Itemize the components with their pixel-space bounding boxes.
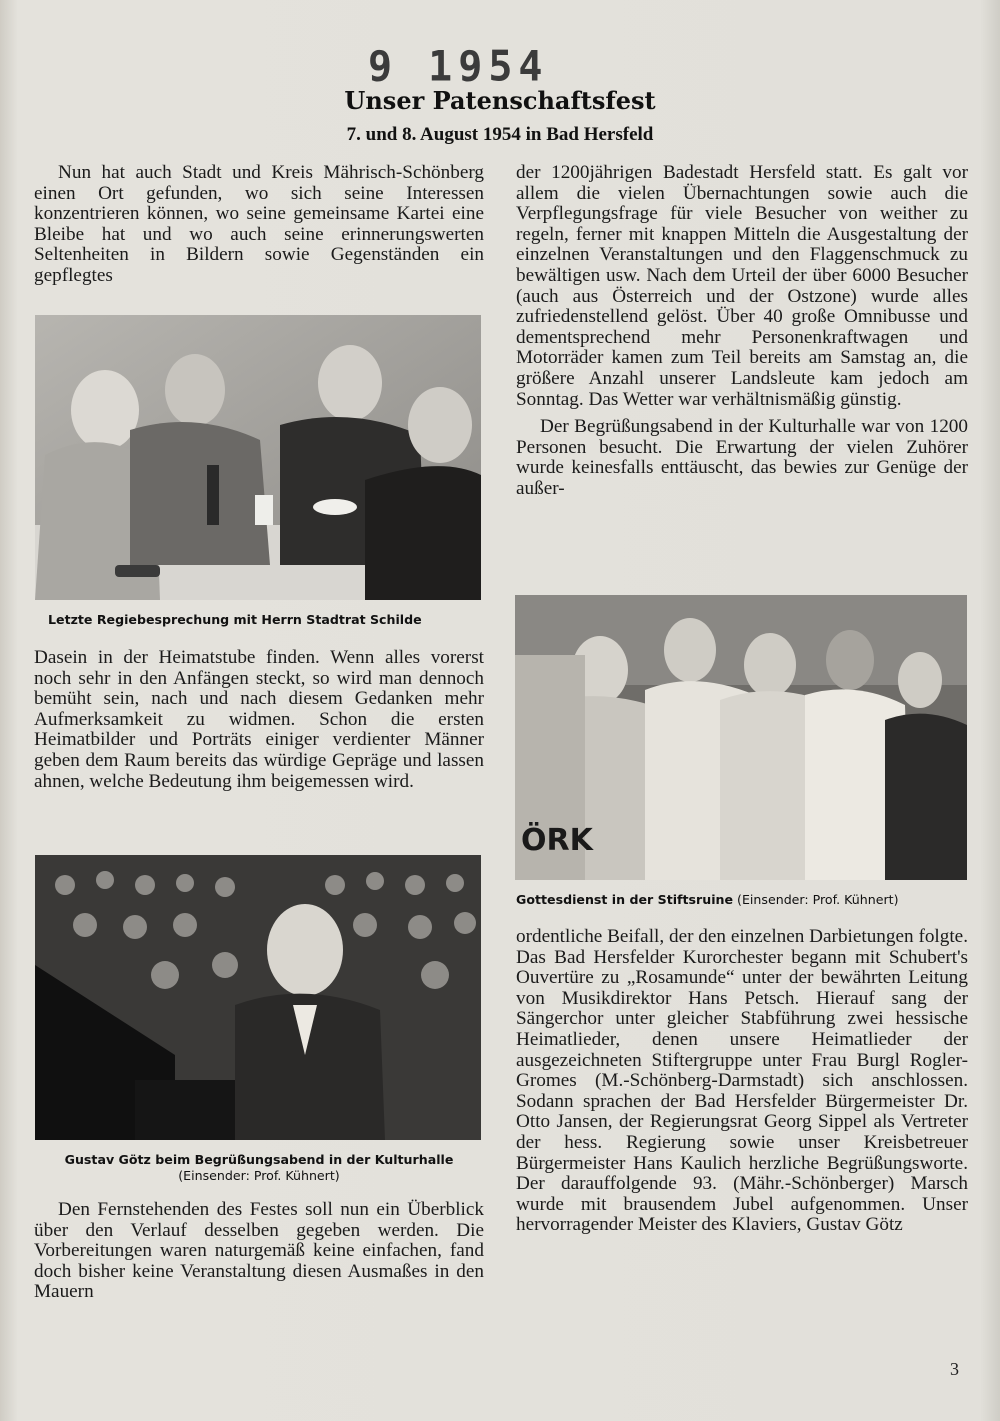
right-column-paragraph-2 bbox=[516, 927, 968, 1236]
banner-text: ÖRK bbox=[521, 823, 593, 858]
photo-service bbox=[515, 595, 967, 880]
article-title: Unser Patenschaftsfest bbox=[344, 86, 656, 115]
photo-pianist bbox=[35, 855, 481, 1140]
service-image bbox=[515, 595, 967, 880]
caption-text: Gustav Götz beim Begrüßungsabend in der Kulturhalle bbox=[64, 1152, 454, 1167]
date-stamp: 9 1954 bbox=[368, 42, 549, 92]
caption-pianist bbox=[34, 1152, 484, 1184]
paragraph: der 1200jährigen Badestadt Hersfeld statt. Es galt vor allem die vielen Übernachtungen sowie auch die Verpflegungsfrage für viele Besucher von weither zu regeln, ferner mit knappen Mitteln die Ausgestaltung der einzelnen Veranstaltungen und den Flaggenschmuck zu bewältigen usw. Nach dem Urteil der über 6000 Besucher (auch aus Österreich und der Ostzone) wurde alles zufriedenstellend gelöst. Über 40 große Omnibusse und dementsprechend mehr Personenkraftwagen und Motorräder kamen zum Teil bereits am Samstag an, die größere Anzahl unserer Landsleute kam jedoch am Sonntag. Das Wetter war verhältnismäßig günstig. bbox=[516, 162, 968, 410]
paragraph: ordentliche Beifall, der den einzelnen Darbietungen folgte. Das Bad Hersfelder Kurorchester begann mit Schubert's Ouvertüre zu „Rosamunde“ unter der bewährten Leitung von Musikdirektor Hans Petsch. Hierauf sang der Sängerchor unter gleicher Stabführung zwei hessische Heimatlieder, denen unsere Heimatlieder der ausgezeichneten Stiftergruppe unter Frau Burgl Rogler-Gromes (M.-Schönberg-Darmstadt) sich anschlossen. Sodann sprachen der Bad Hersfelder Bürgermeister Dr. Otto Jansen, der Regierungsrat Georg Sippel als Vertreter der hess. Regierung sowie unser Kreisbetreuer Bürgermeister Hans Kaulich herzliche Begrüßungsworte. Der darauffolgende 93. (Mähr.-Schönberger) Marsch wurde mit brausendem Jubel aufgenommen. Unser hervorragender Meister des Klaviers, Gustav Götz bbox=[516, 926, 968, 1236]
photo-meeting bbox=[35, 315, 481, 600]
caption-sender: (Einsender: Prof. Kühnert) bbox=[737, 892, 899, 907]
paragraph: Dasein in der Heimatstube finden. Wenn alles vorerst noch sehr in den Anfängen steckt, so wird man dennoch bemüht sein, nach und nach diesem Gedanken mehr Aufmerksamkeit zu widmen. Schon die ersten Heimatbilder und Porträts einiger verdienter Männer geben dem Raum bereits das würdige Gepräge und lassen ahnen, welche Bedeutung ihm beigemessen wird. bbox=[34, 647, 484, 792]
right-column-paragraph-1 bbox=[516, 163, 968, 500]
caption-text: Gottesdienst in der Stiftsruine bbox=[516, 892, 734, 907]
caption-meeting bbox=[48, 612, 488, 628]
pianist-image bbox=[35, 855, 481, 1140]
caption-sender: (Einsender: Prof. Kühnert) bbox=[178, 1168, 340, 1183]
left-column-paragraph-3 bbox=[34, 1200, 484, 1303]
paragraph: Nun hat auch Stadt und Kreis Mährisch-Schönberg einen Ort gefunden, wo sich seine Interessen konzentrieren können, wo seine gemeinsame Kartei eine Bleibe hat und wo auch seine erinnerungswerten Seltenheiten in Bildern sowie Gegenständen ein gepflegtes bbox=[34, 162, 484, 286]
caption-text: Letzte Regiebesprechung mit Herrn Stadtrat Schilde bbox=[48, 612, 422, 627]
left-column-paragraph-2 bbox=[34, 648, 484, 792]
paragraph: Den Fernstehenden des Festes soll nun ein Überblick über den Verlauf desselben gegeben werden. Die Vorbereitungen waren naturgemäß keine einfachen, fand doch bisher keine Veranstaltung diesen Ausmaßes in den Mauern bbox=[34, 1199, 484, 1303]
page-number: 3 bbox=[950, 1359, 959, 1379]
article-subtitle: 7. und 8. August 1954 in Bad Hersfeld bbox=[346, 124, 654, 145]
meeting-image bbox=[35, 315, 481, 600]
paragraph: Der Begrüßungsabend in der Kulturhalle war von 1200 Personen besucht. Die Erwartung der vielen Zuhörer wurde keinesfalls enttäuscht, das bewies zur Genüge der außer- bbox=[516, 416, 968, 499]
left-column-paragraph-1 bbox=[34, 163, 484, 287]
caption-service bbox=[516, 892, 976, 908]
